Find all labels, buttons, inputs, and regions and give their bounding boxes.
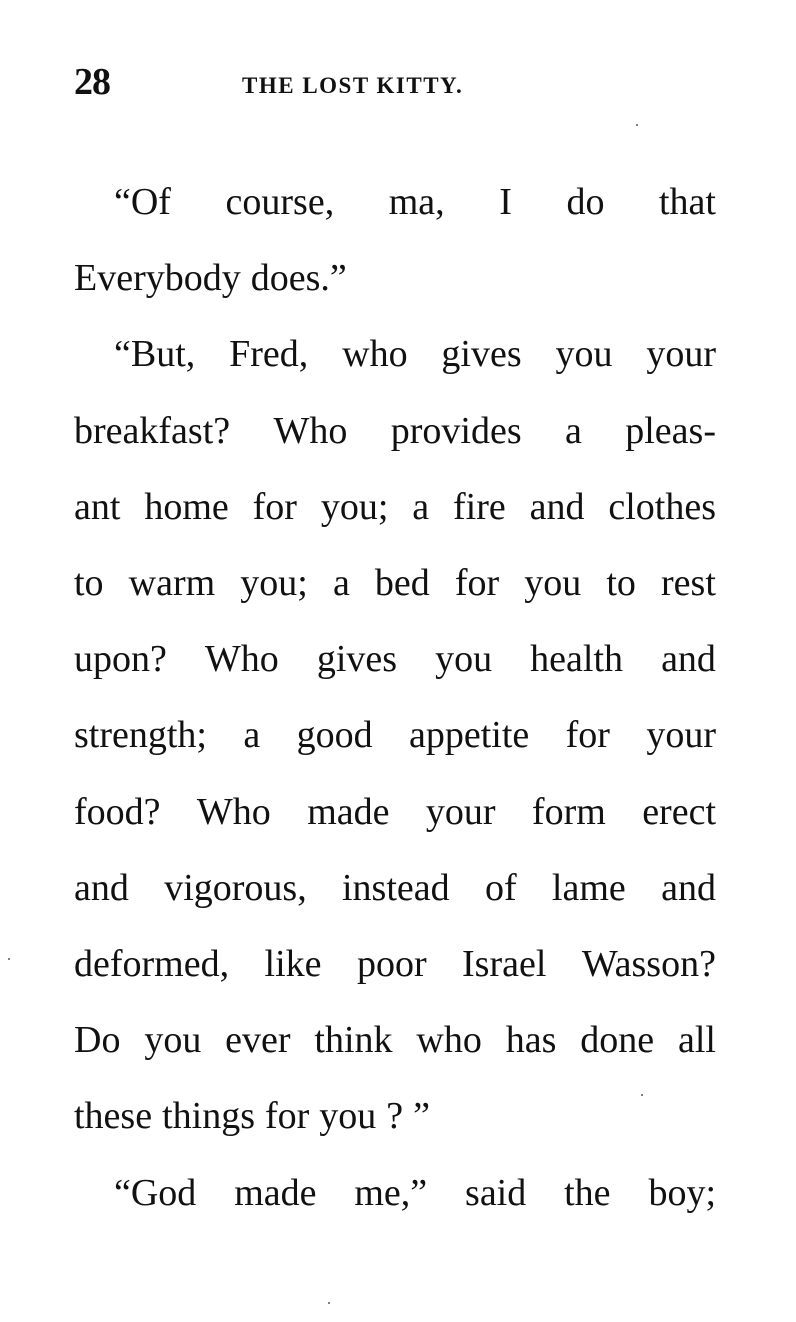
word: form <box>531 790 606 833</box>
text-line <box>114 334 716 374</box>
print-speck <box>636 124 638 126</box>
text-line <box>114 182 716 222</box>
word: a <box>412 485 430 528</box>
word: who <box>342 333 408 376</box>
word: and <box>661 638 716 681</box>
word: for <box>454 562 500 604</box>
text-line <box>74 792 716 832</box>
text-line <box>74 563 716 603</box>
word: to <box>606 562 636 604</box>
word: I <box>499 181 512 223</box>
word: “But, <box>114 333 196 376</box>
word: made <box>307 790 390 833</box>
word: to <box>74 562 104 604</box>
word: a <box>565 409 582 452</box>
word: who <box>416 1019 482 1062</box>
page-header <box>74 62 724 102</box>
word: these <box>74 1095 153 1138</box>
word: lame <box>551 866 626 909</box>
word: good <box>296 714 373 757</box>
word: deformed, <box>74 943 230 985</box>
word: Who <box>204 638 279 681</box>
word: your <box>646 333 716 376</box>
word: boy; <box>648 1171 716 1214</box>
word: strength; <box>74 714 207 757</box>
print-speck <box>641 1094 643 1096</box>
text-line <box>74 639 716 679</box>
word: warm <box>128 562 216 604</box>
word: does.” <box>250 257 347 300</box>
word: made <box>234 1171 317 1214</box>
text-line <box>74 258 716 298</box>
word: and <box>74 866 129 909</box>
word: and <box>529 485 585 528</box>
print-speck <box>328 1302 330 1304</box>
word: and <box>661 866 716 909</box>
word: for <box>565 714 610 757</box>
word: for <box>264 1095 310 1138</box>
word: appetite <box>408 714 530 757</box>
word: ant <box>74 485 121 528</box>
word: has <box>505 1019 557 1062</box>
word: Everybody <box>74 257 241 300</box>
word: Wasson? <box>581 943 716 985</box>
text-line <box>74 487 716 527</box>
word: done <box>580 1019 655 1062</box>
word: your <box>425 790 496 833</box>
word: of <box>484 866 517 909</box>
word: you; <box>240 562 308 604</box>
word: you <box>144 1019 202 1062</box>
word: that <box>658 181 716 223</box>
word: you; <box>320 485 389 528</box>
word: Israel <box>462 943 547 985</box>
word: you <box>319 1095 377 1138</box>
word: fire <box>453 485 506 528</box>
word: like <box>264 943 322 985</box>
word: Who <box>273 409 348 452</box>
word: “Of <box>114 181 171 223</box>
word: ? <box>386 1095 404 1138</box>
word: your <box>646 714 716 757</box>
word: all <box>677 1019 716 1062</box>
word: breakfast? <box>74 409 231 452</box>
word: said <box>465 1171 527 1214</box>
text-line <box>74 868 716 908</box>
word: “God <box>114 1171 197 1214</box>
running-title: THE LOST KITTY. <box>242 73 464 98</box>
word: a <box>332 562 350 604</box>
text-line <box>74 411 716 451</box>
word: do <box>566 181 605 223</box>
word: Who <box>196 790 271 833</box>
word: ” <box>413 1095 431 1138</box>
text-line <box>74 715 716 755</box>
word: vigorous, <box>164 866 307 909</box>
word: the <box>564 1171 611 1214</box>
word: health <box>530 638 624 681</box>
word: a <box>243 714 261 757</box>
word: poor <box>356 943 427 985</box>
word: things <box>162 1095 255 1138</box>
word: erect <box>642 790 716 833</box>
word: provides <box>390 409 522 452</box>
word: for <box>252 485 297 528</box>
word: pleas- <box>625 409 716 452</box>
text-line <box>74 944 716 984</box>
word: bed <box>374 562 430 604</box>
word: instead <box>342 866 450 909</box>
word: Do <box>74 1019 121 1062</box>
word: gives <box>441 333 522 376</box>
word: you <box>435 638 493 681</box>
page-number: 28 <box>74 61 110 103</box>
text-line <box>74 1020 716 1060</box>
word: course, <box>225 181 335 223</box>
word: Fred, <box>229 333 309 376</box>
word: rest <box>661 562 716 604</box>
word: home <box>144 485 229 528</box>
word: ma, <box>388 181 445 223</box>
word: ever <box>225 1019 291 1062</box>
text-line <box>74 1096 716 1136</box>
word: you <box>524 562 582 604</box>
word: upon? <box>74 638 167 681</box>
word: clothes <box>608 485 716 528</box>
word: think <box>314 1019 393 1062</box>
word: me,” <box>354 1171 428 1214</box>
word: gives <box>316 638 398 681</box>
print-speck <box>8 958 10 960</box>
word: you <box>555 333 613 376</box>
text-line <box>114 1173 716 1213</box>
word: food? <box>74 790 161 833</box>
